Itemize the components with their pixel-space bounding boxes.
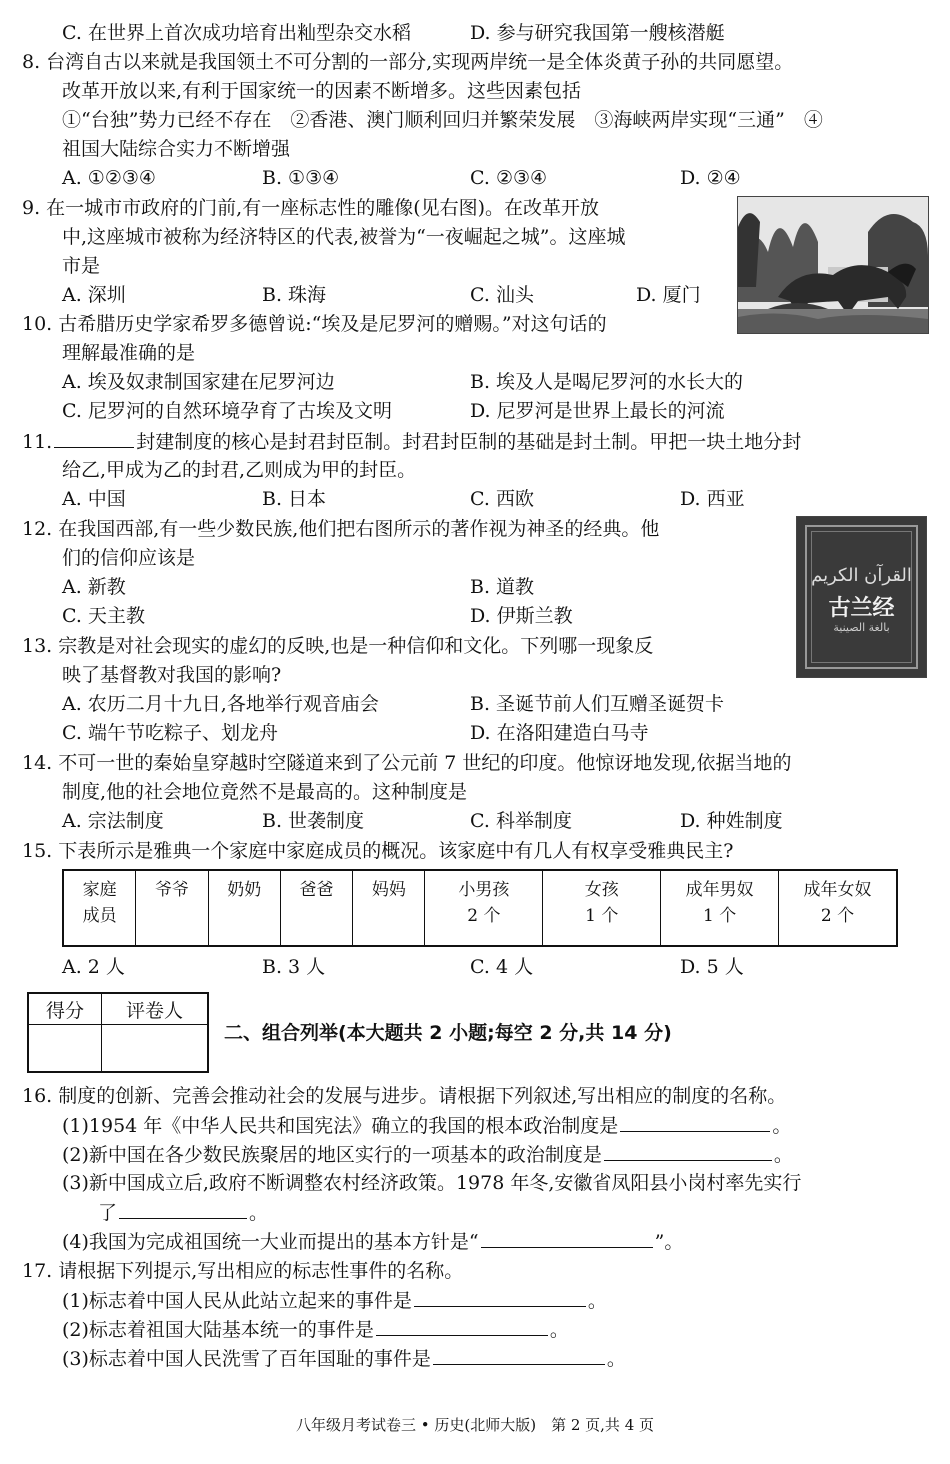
q15-option-d[interactable]: D. 5 人	[680, 956, 744, 978]
table-cell: 家庭 成员	[63, 870, 136, 946]
q12-stem-line2: 们的信仰应该是	[62, 547, 196, 569]
table-cell: 小男孩 2 个	[425, 870, 543, 946]
q8-option-b[interactable]: B. ①③④	[262, 167, 340, 189]
score-cell[interactable]	[28, 1025, 102, 1073]
q16-blank-4[interactable]	[481, 1229, 653, 1248]
q15-stem: 15. 下表所示是雅典一个家庭中家庭成员的概况。该家庭中有几人有权享受雅典民主?	[22, 840, 734, 862]
book-chinese-title: 古兰经	[828, 595, 895, 621]
q10-option-a[interactable]: A. 埃及奴隶制国家建在尼罗河边	[62, 371, 335, 393]
q14-option-c[interactable]: C. 科举制度	[470, 810, 572, 832]
q11-blank[interactable]	[54, 429, 134, 448]
q10-option-d[interactable]: D. 尼罗河是世界上最长的河流	[470, 400, 725, 422]
q11-option-b[interactable]: B. 日本	[262, 488, 327, 510]
table-cell: 爷爷	[136, 870, 208, 946]
q11-stem-line1	[22, 429, 801, 454]
table-row	[28, 1025, 208, 1073]
q9-stem-line2: 中,这座城市被称为经济特区的代表,被誉为“一夜崛起之城”。这座城	[62, 226, 626, 248]
q9-option-c[interactable]: C. 汕头	[470, 284, 534, 306]
q16-sub1: (1)1954 年《中华人民共和国宪法》确立的我国的根本政治制度是 。	[62, 1115, 792, 1137]
q7-option-c[interactable]: C. 在世界上首次成功培育出籼型杂交水稻	[62, 22, 411, 44]
q16-sub3-line2: 了 。	[98, 1202, 269, 1224]
q11-option-a[interactable]: A. 中国	[62, 488, 126, 510]
q15-option-b[interactable]: B. 3 人	[262, 956, 326, 978]
q17-sub1: (1)标志着中国人民从此站立起来的事件是 。	[62, 1290, 607, 1312]
table-row	[28, 993, 208, 1025]
q16-sub4: (4)我国为完成祖国统一大业而提出的基本方针是“ ”。	[62, 1231, 684, 1253]
q17-sub2: (2)标志着祖国大陆基本统一的事件是 。	[62, 1319, 569, 1341]
q11-option-c[interactable]: C. 西欧	[470, 488, 534, 510]
q7-option-d[interactable]: D. 参与研究我国第一艘核潜艇	[470, 22, 725, 44]
q10-stem-line2: 理解最准确的是	[62, 342, 196, 364]
q11-stem-line2: 给乙,甲成为乙的封君,乙则成为甲的封臣。	[62, 459, 417, 481]
score-box	[27, 992, 209, 1073]
q17-blank-2[interactable]	[376, 1317, 548, 1336]
q12-option-b[interactable]: B. 道教	[470, 576, 535, 598]
q8-option-a[interactable]: A. ①②③④	[62, 167, 156, 189]
q12-option-a[interactable]: A. 新教	[62, 576, 126, 598]
bull-statue-photo	[737, 196, 929, 334]
q15-option-a[interactable]: A. 2 人	[62, 956, 125, 978]
q8-items-line1: ①“台独”势力已经不存在 ②香港、澳门顺利回归并繁荣发展 ③海峡两岸实现“三通” ④	[62, 109, 823, 131]
q16-sub3-line1: (3)新中国成立后,政府不断调整农村经济政策。1978 年冬,安徽省凤阳县小岗村率先实行	[62, 1172, 802, 1194]
table-cell: 爸爸	[280, 870, 352, 946]
grader-label: 评卷人	[102, 993, 209, 1025]
quran-book-photo	[796, 516, 927, 678]
q13-option-d[interactable]: D. 在洛阳建造白马寺	[470, 722, 649, 744]
q14-option-d[interactable]: D. 种姓制度	[680, 810, 783, 832]
q13-option-c[interactable]: C. 端午节吃粽子、划龙舟	[62, 722, 278, 744]
q13-option-b[interactable]: B. 圣诞节前人们互赠圣诞贺卡	[470, 693, 725, 715]
q9-option-d[interactable]: D. 厦门	[636, 284, 701, 306]
bull-statue-image	[738, 197, 928, 333]
q16-blank-2[interactable]	[604, 1142, 772, 1161]
q17-blank-1[interactable]	[414, 1288, 586, 1307]
q9-stem-line1: 9. 在一城市市政府的门前,有一座标志性的雕像(见右图)。在改革开放	[22, 197, 600, 219]
q9-option-b[interactable]: B. 珠海	[262, 284, 327, 306]
q10-option-c[interactable]: C. 尼罗河的自然环境孕育了古埃及文明	[62, 400, 392, 422]
q16-sub2: (2)新中国在各少数民族聚居的地区实行的一项基本的政治制度是 。	[62, 1144, 793, 1166]
q16-blank-3[interactable]	[119, 1200, 247, 1219]
book-arabic-title: القرآن الكريم	[811, 565, 912, 586]
q11-stem-text: 封建制度的核心是封君封臣制。封君封臣制的基础是封土制。甲把一块土地分封	[136, 431, 802, 453]
q16-stem: 16. 制度的创新、完善会推动社会的发展与进步。请根据下列叙述,写出相应的制度的名称。	[22, 1085, 787, 1107]
q17-stem: 17. 请根据下列提示,写出相应的标志性事件的名称。	[22, 1260, 464, 1282]
q11-option-d[interactable]: D. 西亚	[680, 488, 745, 510]
q17-blank-3[interactable]	[433, 1346, 605, 1365]
q14-stem-line2: 制度,他的社会地位竟然不是最高的。这种制度是	[62, 781, 468, 803]
page-footer: 八年级月考试卷三 • 历史(北师大版) 第 2 页,共 4 页	[295, 1416, 655, 1434]
section-2-heading: 二、组合列举(本大题共 2 小题;每空 2 分,共 14 分)	[224, 1022, 672, 1044]
q14-option-a[interactable]: A. 宗法制度	[62, 810, 164, 832]
q17-sub3: (3)标志着中国人民洗雪了百年国耻的事件是 。	[62, 1348, 626, 1370]
table-cell: 成年女奴 2 个	[779, 870, 897, 946]
table-cell: 女孩 1 个	[543, 870, 661, 946]
table-cell: 奶奶	[208, 870, 280, 946]
q13-stem-line2: 映了基督教对我国的影响?	[62, 664, 282, 686]
table-cell: 成年男奴 1 个	[661, 870, 779, 946]
q8-option-c[interactable]: C. ②③④	[470, 167, 548, 189]
q12-option-c[interactable]: C. 天主教	[62, 605, 145, 627]
grader-cell[interactable]	[102, 1025, 209, 1073]
book-arabic-subtitle: بالغة الصينية	[833, 621, 890, 634]
family-members-table	[62, 869, 898, 947]
q15-option-c[interactable]: C. 4 人	[470, 956, 534, 978]
q9-option-a[interactable]: A. 深圳	[62, 284, 126, 306]
q8-stem-line2: 改革开放以来,有利于国家统一的因素不断增多。这些因素包括	[62, 80, 582, 102]
table-cell: 妈妈	[353, 870, 425, 946]
table-row	[63, 870, 897, 946]
q16-blank-1[interactable]	[620, 1113, 770, 1132]
q9-stem-line3: 市是	[62, 255, 101, 277]
q8-stem-line1: 8. 台湾自古以来就是我国领土不可分割的一部分,实现两岸统一是全体炎黄子孙的共同愿望。	[22, 51, 794, 73]
score-label: 得分	[28, 993, 102, 1025]
q10-stem-line1: 10. 古希腊历史学家希罗多德曾说:“埃及是尼罗河的赠赐。”对这句话的	[22, 313, 607, 335]
q8-option-d[interactable]: D. ②④	[680, 167, 741, 189]
q13-option-a[interactable]: A. 农历二月十九日,各地举行观音庙会	[62, 693, 379, 715]
q14-option-b[interactable]: B. 世袭制度	[262, 810, 365, 832]
q12-option-d[interactable]: D. 伊斯兰教	[470, 605, 573, 627]
q14-stem-line1: 14. 不可一世的秦始皇穿越时空隧道来到了公元前 7 世纪的印度。他惊讶地发现,依据当地的	[22, 752, 792, 774]
q13-stem-line1: 13. 宗教是对社会现实的虚幻的反映,也是一种信仰和文化。下列哪一现象反	[22, 635, 654, 657]
q12-stem-line1: 12. 在我国西部,有一些少数民族,他们把右图所示的著作视为神圣的经典。他	[22, 518, 660, 540]
q8-items-line2: 祖国大陆综合实力不断增强	[62, 138, 291, 160]
q11-number: 11.	[22, 431, 53, 453]
q10-option-b[interactable]: B. 埃及人是喝尼罗河的水长大的	[470, 371, 744, 393]
